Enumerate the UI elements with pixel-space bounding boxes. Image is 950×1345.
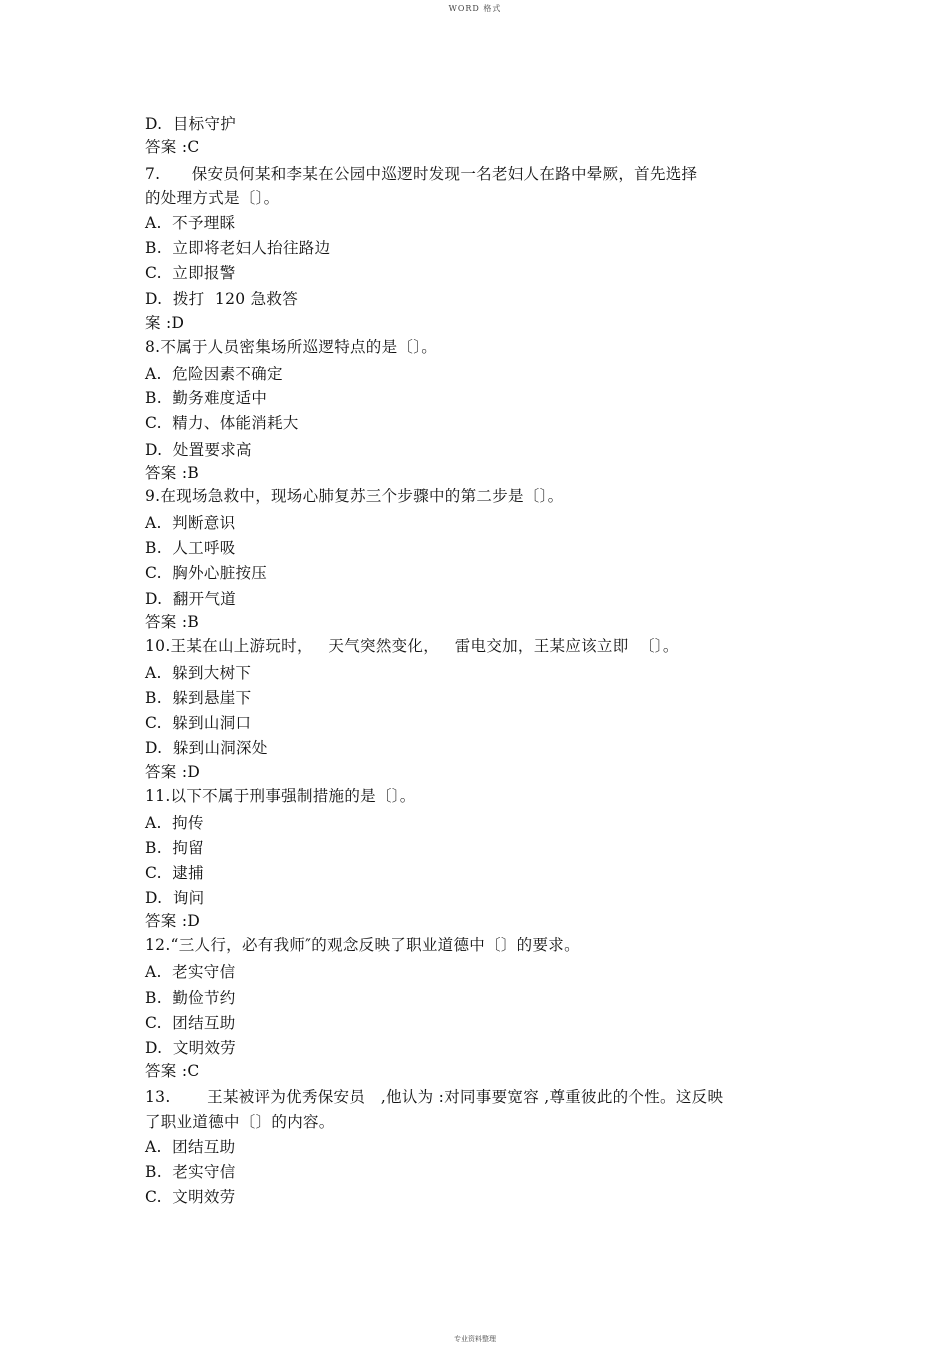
option-line: B. 躲到悬崖下 — [145, 689, 252, 707]
question-line: 12.“三人行，必有我师″的观念反映了职业道德中〔〕的要求。 — [145, 936, 580, 954]
question-line: 7. 保安员何某和李某在公园中巡逻时发现一名老妇人在路中晕厥，首先选择 — [145, 165, 698, 183]
option-line: B. 老实守信 — [145, 1163, 236, 1181]
option-line: D. 处置要求高 — [145, 441, 252, 459]
question-line: 9.在现场急救中，现场心肺复苏三个步骤中的第二步是〔〕。 — [145, 487, 564, 505]
page-header: WORD 格式 — [448, 4, 502, 13]
option-line: B. 拘留 — [145, 839, 204, 857]
answer-line: 答案 :C — [145, 1062, 200, 1080]
question-line: 10.王某在山上游玩时， 天气突然变化， 雷电交加，王某应该立即 〔〕。 — [145, 637, 679, 655]
option-line: A. 拘传 — [145, 814, 204, 832]
option-line: D. 拨打 120 急救答 — [145, 290, 299, 308]
option-line: A. 判断意识 — [145, 514, 236, 532]
option-line: C. 逮捕 — [145, 864, 204, 882]
answer-line: 答案 :B — [145, 613, 200, 631]
option-line: D. 躲到山洞深处 — [145, 739, 268, 757]
option-line: A. 老实守信 — [145, 963, 236, 981]
option-line: A. 团结互助 — [145, 1138, 236, 1156]
question-line: 13. 王某被评为优秀保安员 ,他认为 :对同事要宽容 ,尊重彼此的个性。这反映 — [145, 1088, 724, 1106]
option-line: B. 立即将老妇人抬往路边 — [145, 239, 331, 257]
page-footer: 专业资料整理 — [454, 1335, 496, 1343]
option-line: D. 询问 — [145, 889, 205, 907]
question-line: 8.不属于人员密集场所巡逻特点的是〔〕。 — [145, 338, 438, 356]
option-line: C. 胸外心脏按压 — [145, 564, 268, 582]
option-line: C. 团结互助 — [145, 1014, 236, 1032]
option-line: A. 不予理睬 — [145, 214, 236, 232]
option-line: C. 精力、体能消耗大 — [145, 414, 299, 432]
answer-line: 答案 :C — [145, 138, 200, 156]
option-line: C. 躲到山洞口 — [145, 714, 252, 732]
answer-line: 答案 :D — [145, 763, 201, 781]
option-line: D. 翻开气道 — [145, 590, 237, 608]
option-line: A. 危险因素不确定 — [145, 365, 283, 383]
option-line: B. 人工呼吸 — [145, 539, 236, 557]
option-line: B. 勤务难度适中 — [145, 389, 268, 407]
question-line: 了职业道德中〔〕的内容。 — [145, 1113, 335, 1131]
option-line: D. 目标守护 — [145, 115, 237, 133]
question-line: 11.以下不属于刑事强制措施的是〔〕。 — [145, 787, 416, 805]
answer-line: 答案 :B — [145, 464, 200, 482]
answer-line: 答案 :D — [145, 912, 201, 930]
question-line: 的处理方式是〔〕。 — [145, 189, 280, 207]
option-line: C. 文明效劳 — [145, 1188, 236, 1206]
option-line: D. 文明效劳 — [145, 1039, 237, 1057]
option-line: B. 勤俭节约 — [145, 989, 236, 1007]
option-line: C. 立即报警 — [145, 264, 236, 282]
answer-line: 案 :D — [145, 314, 185, 332]
option-line: A. 躲到大树下 — [145, 664, 252, 682]
